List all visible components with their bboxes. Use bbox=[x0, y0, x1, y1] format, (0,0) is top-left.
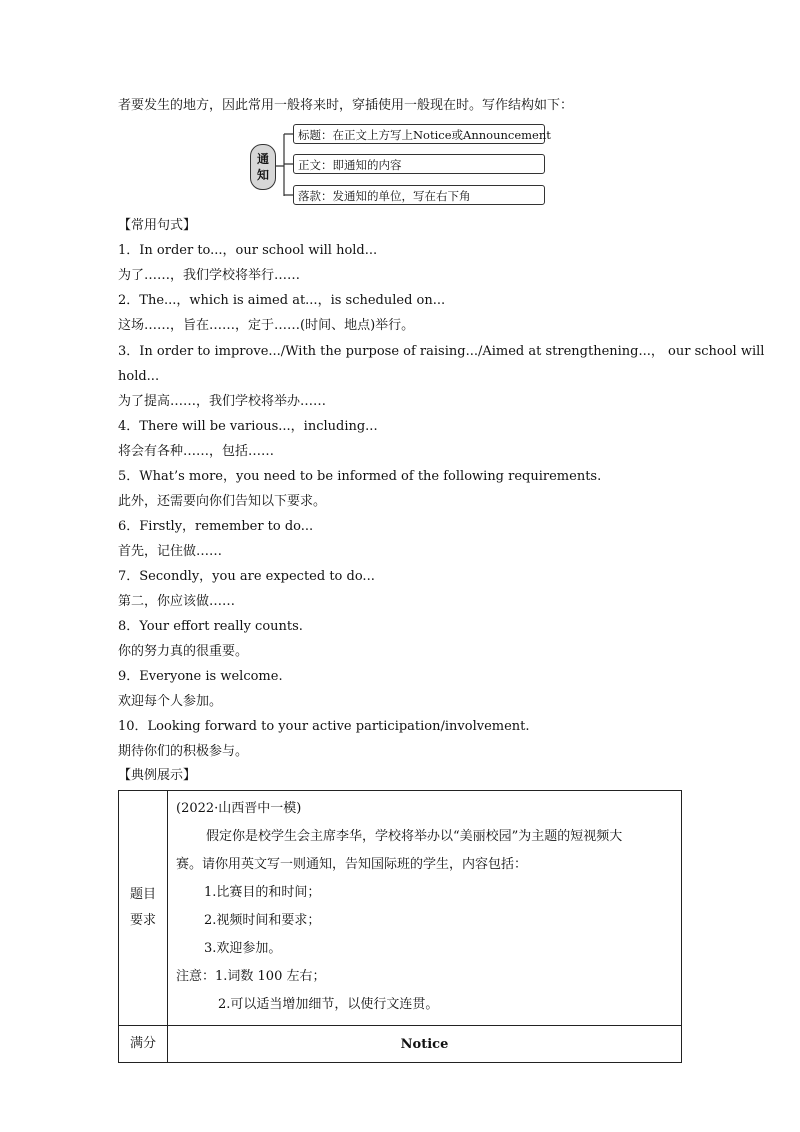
task-note: 2.可以适当增加细节，以使行文连贯。 bbox=[218, 997, 439, 1012]
sentence-line: 为了……，我们学校将举行…… bbox=[118, 268, 301, 283]
sentence-line: 欢迎每个人参加。 bbox=[118, 694, 223, 709]
center-char-1: 通 bbox=[256, 152, 269, 166]
section-title-example: 【典例展示】 bbox=[118, 768, 197, 783]
task-table bbox=[118, 790, 682, 1063]
requirement-label bbox=[119, 791, 168, 1026]
task-paragraph: 假定你是校学生会主席李华，学校将举办以“美丽校园”为主题的短视频大 bbox=[206, 829, 623, 844]
section-title-common-sentences: 【常用句式】 bbox=[118, 218, 197, 233]
sentence-line: 你的努力真的很重要。 bbox=[118, 644, 249, 659]
requirement-label-line2: 要求 bbox=[129, 913, 156, 928]
task-item: 1.比赛目的和时间； bbox=[204, 885, 321, 900]
task-paragraph-cont: 赛。请你用英文写一则通知，告知国际班的学生，内容包括： bbox=[176, 857, 528, 872]
intro-text: 者要发生的地方，因此常用一般将来时，穿插使用一般现在时。写作结构如下： bbox=[118, 98, 574, 113]
notice-center-label bbox=[250, 144, 276, 190]
sentence-line: 6．Firstly，remember to do... bbox=[118, 519, 314, 534]
sentence-line: 将会有各种……，包括…… bbox=[118, 444, 275, 459]
structure-box-signature: 落款：发通知的单位，写在右下角 bbox=[293, 185, 545, 205]
sentence-line: 3．In order to improve.../With the purpose of raising.../Aimed at strengthening...， our school will bbox=[118, 344, 765, 359]
sentence-line: 5．What’s more，you need to be informed of the following requirements. bbox=[118, 469, 602, 484]
sentence-line: 4．There will be various...，including... bbox=[118, 419, 378, 434]
sentence-line: 8．Your effort really counts. bbox=[118, 619, 303, 634]
sentence-line: hold... bbox=[118, 369, 160, 384]
sentence-line: 第二，你应该做…… bbox=[118, 594, 236, 609]
sentence-line: 9．Everyone is welcome. bbox=[118, 669, 283, 684]
task-item: 3.欢迎参加。 bbox=[204, 941, 282, 956]
requirement-label-line1: 题目 bbox=[129, 887, 156, 902]
task-item: 2.视频时间和要求； bbox=[204, 913, 321, 928]
structure-box-title: 标题：在正文上方写上Notice或Announcement bbox=[293, 124, 545, 144]
task-source: (2022·山西晋中一模) bbox=[176, 801, 302, 816]
sentence-line: 这场……，旨在……，定于……(时间、地点)举行。 bbox=[118, 318, 415, 333]
sentence-line: 此外，还需要向你们告知以下要求。 bbox=[118, 494, 327, 509]
sentence-line: 2．The...，which is aimed at...，is scheduled on... bbox=[118, 293, 446, 308]
sentence-line: 1．In order to...，our school will hold... bbox=[118, 243, 378, 258]
sentence-line: 为了提高……，我们学校将举办…… bbox=[118, 394, 327, 409]
requirement-content bbox=[168, 791, 682, 1026]
full-score-row bbox=[119, 1026, 682, 1063]
full-score-label: 满分 bbox=[119, 1026, 168, 1063]
center-char-2: 知 bbox=[256, 168, 269, 182]
notice-structure-diagram bbox=[250, 122, 550, 210]
notice-title: Notice bbox=[168, 1026, 682, 1063]
sentence-line: 期待你们的积极参与。 bbox=[118, 744, 249, 759]
structure-box-body: 正文：即通知的内容 bbox=[293, 154, 545, 174]
task-requirement-row bbox=[119, 791, 682, 1026]
sentence-line: 首先，记住做…… bbox=[118, 544, 223, 559]
sentence-line: 10．Looking forward to your active participation/involvement. bbox=[118, 719, 530, 734]
sentence-line: 7．Secondly，you are expected to do... bbox=[118, 569, 375, 584]
task-note: 注意：1.词数 100 左右； bbox=[176, 969, 326, 984]
